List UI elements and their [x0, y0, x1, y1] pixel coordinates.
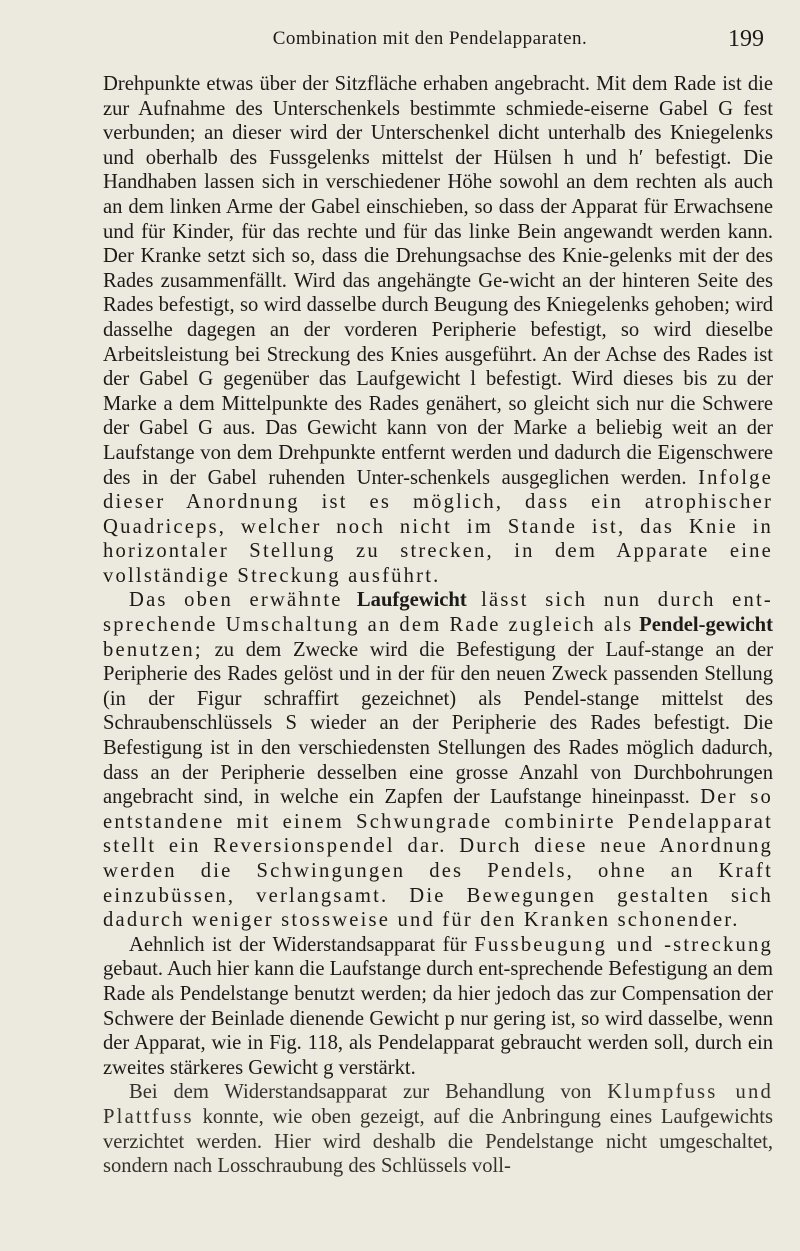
paragraph-2-text-2: benutzen; [103, 638, 203, 661]
paragraph-1-spaced-text: Infolge dieser Anordnung ist es möglich, dass ein atrophischer Quadriceps, welcher noch nicht im Stande ist, das Knie in horizontaler Stellung zu strecken, in dem Apparate eine vollständige Streckung ausführt. [103, 466, 773, 587]
paragraph-4 [103, 1080, 773, 1178]
page-number: 199 [728, 26, 764, 52]
term-laufgewicht: Laufgewicht [356, 589, 467, 612]
paragraph-2-opening: Das oben erwähnte [129, 589, 343, 612]
body-text [103, 72, 773, 1179]
paragraph-4-text-1: Bei dem Widerstandsapparat zur Behandlung von [129, 1081, 592, 1104]
paragraph-2-spaced-text: Der so entstandene mit einem Schwungrade combinirte Pendelapparat stellt ein Reversionspendel dar. Durch diese neue Anordnung werden die Schwingungen des Pendels, ohne an Kraft einzubüssen, verlangsamt. Die Bewegungen gestalten sich dadurch weniger stossweise und für den Kranken schonender. [103, 786, 774, 932]
paragraph-4-text-2: konnte, wie oben gezeigt, auf die Anbringung eines Laufgewichts verzichtet werden. Hier wird deshalb die Pendelstange nicht umgeschaltet, sondern nach Losschraubung des Schlüssels voll- [103, 1105, 773, 1178]
paragraph-3-text-2: gebaut. Auch hier kann die Laufstange durch ent-sprechende Befestigung an dem Rade als Pendelstange benutzt werden; da hier jedoch das zur Compensation der Schwere der Beinlade dienende Gewicht p nur gering ist, so wird dasselbe, wenn der Apparat, wie in Fig. 118, als Pendelapparat gebraucht werden soll, durch ein zweites stärkeres Gewicht g verstärkt. [103, 958, 773, 1079]
term-klumpfuss-plattfuss: Klumpfuss und Plattfuss [103, 1081, 773, 1128]
paragraph-1-text: Drehpunkte etwas über der Sitzfläche erhaben angebracht. Mit dem Rade ist die zur Aufnahme des Unterschenkels bestimmte schmiede-eiserne Gabel G fest verbunden; an dieser wird der Unterschenkel dicht unterhalb des Kniegelenks und oberhalb des Fussgelenks mittelst der Hülsen h und h′ befestigt. Die Handhaben lassen sich in verschiedener Höhe sowohl an dem rechten als auch an dem linken Arme der Gabel einschieben, so dass der Apparat für Erwachsene und für Kinder, für das rechte und für das linke Bein angewandt werden kann. Der Kranke setzt sich so, dass die Drehungsachse des Knie-gelenks mit der des Rades zusammenfällt. Wird das angehängte Ge-wicht an der hinteren Seite des Rades befestigt, so wird dasselbe durch Beugung des Kniegelenks gehoben; wird dasselhe dagegen an der vorderen Peripherie befestigt, so wird dieselbe Arbeitsleistung bei Streckung des Knies ausgeführt. An der Achse des Rades ist der Gabel G gegenüber das Laufgewicht l befestigt. Wird dieses bis zu der Marke a dem Mittelpunkte des Rades genähert, so gleicht sich nur die Schwere der Gabel G aus. Das Gewicht kann von der Marke a beliebig weit an der Laufstange von dem Drehpunkte entfernt werden und dadurch die Eigenschwere des in der Gabel ruhenden Unter-schenkels ausgeglichen werden. [103, 73, 773, 489]
term-pendelgewicht: Pendel-gewicht [639, 614, 773, 637]
paragraph-3 [103, 933, 773, 1081]
paragraph-3-text-1: Aehnlich ist der Widerstandsapparat für [129, 933, 467, 956]
running-head [96, 26, 764, 56]
header-title: Combination mit den Pendelapparaten. [272, 28, 588, 49]
paragraph-2-text-3: zu dem Zwecke wird die Befestigung der Lauf-stange an der Peripherie des Rades gelöst und in der für den neuen Zweck passenden Stellung (in der Figur schraffirt gezeichnet) als Pendel-stange mittelst des Schraubenschlüssels S wieder an der Peripherie des Rades befestigt. Die Befestigung ist in den verschiedensten Stellungen des Rades möglich dadurch, dass an der Peripherie desselben eine grosse Anzahl von Durchbohrungen angebracht sind, in welche ein Zapfen der Laufstange hineinpasst. [103, 638, 773, 809]
paragraph-2 [103, 588, 773, 932]
paragraph-2-text-1: lässt sich nun durch ent-sprechende Umschaltung an dem Rade zugleich als [103, 589, 773, 637]
term-fussbeugung: Fussbeugung und -streckung [474, 933, 773, 956]
paragraph-1 [103, 72, 773, 588]
